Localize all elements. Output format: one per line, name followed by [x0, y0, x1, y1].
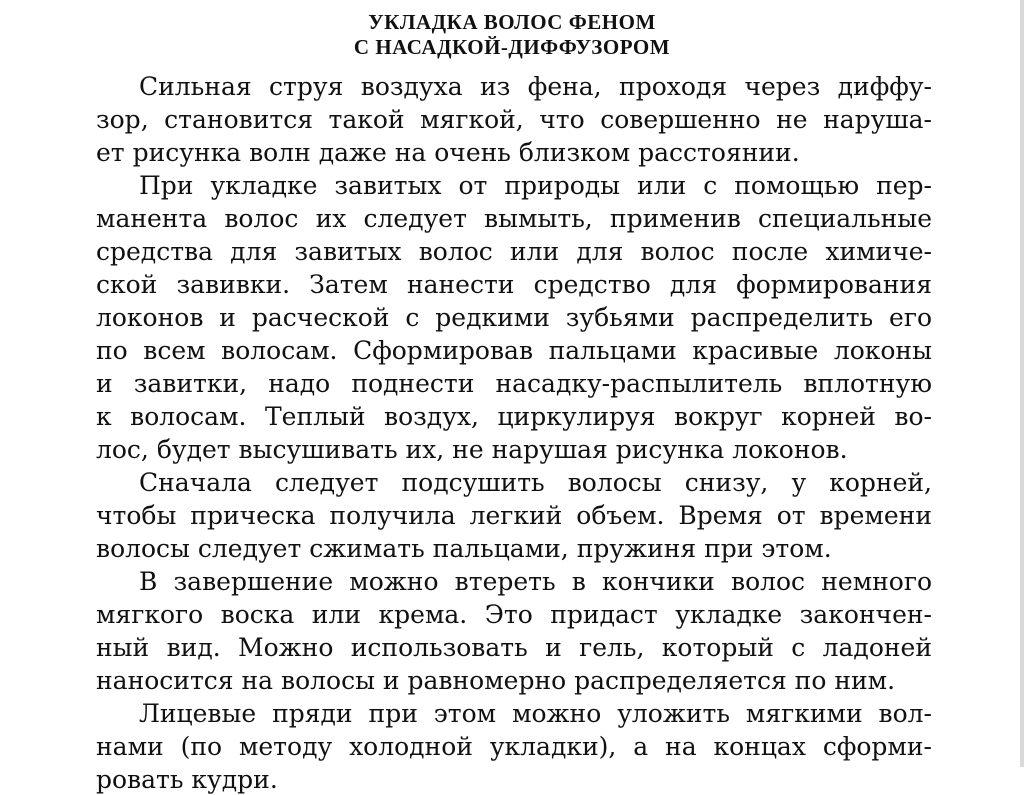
text-line: по всем волосам. Сформировав пальцами красивые локоны	[96, 336, 932, 365]
text-line: Сначала следует подсушить волосы снизу, у корней,	[139, 468, 932, 497]
text-line: При укладке завитых от природы или с помощью пер-	[139, 171, 932, 200]
text-line: и завитки, надо поднести насадку-распылитель вплотную	[96, 369, 932, 398]
document-title-line-2: С НАСАДКОЙ-ДИФФУЗОРОМ	[353, 35, 671, 59]
page-edge	[1020, 0, 1024, 767]
text-line: чтобы прическа получила легкий объем. Время от времени	[96, 501, 932, 530]
text-line: В завершение можно втереть в кончики волос немного	[139, 567, 932, 596]
text-line: ской завивки. Затем нанести средство для формирования	[96, 270, 932, 299]
text-line: Лицевые пряди при этом можно уложить мягкими вол-	[139, 699, 932, 728]
text-line: ный вид. Можно использовать и гель, который с ладоней	[96, 633, 932, 662]
text-line: ет рисунка волн даже на очень близком расстоянии.	[96, 138, 800, 167]
text-line: наносится на волосы и равномерно распределяется по ним.	[96, 666, 896, 695]
text-line: волосы следует сжимать пальцами, пружиня при этом.	[96, 534, 832, 563]
text-line: лос, будет высушивать их, не нарушая рисунка локонов.	[96, 435, 848, 464]
text-line: манента волос их следует вымыть, применив специальные	[96, 204, 932, 233]
text-line: мягкого воска или крема. Это придаст укладке закончен-	[96, 600, 932, 629]
text-line: к волосам. Теплый воздух, циркулируя вокруг корней во-	[96, 402, 932, 431]
text-line: локонов и расческой с редкими зубьями распределить его	[96, 303, 932, 332]
text-line: зор, становится такой мягкой, что совершенно не наруша-	[96, 105, 932, 134]
text-line: ровать кудри.	[96, 765, 278, 794]
text-line: Сильная струя воздуха из фена, проходя через диффу-	[139, 72, 932, 101]
text-line: средства для завитых волос или для волос после химиче-	[96, 237, 932, 266]
document-title-line-1: УКЛАДКА ВОЛОС ФЕНОМ	[368, 10, 656, 34]
text-line: нами (по методу холодной укладки), а на концах сформи-	[96, 732, 932, 761]
